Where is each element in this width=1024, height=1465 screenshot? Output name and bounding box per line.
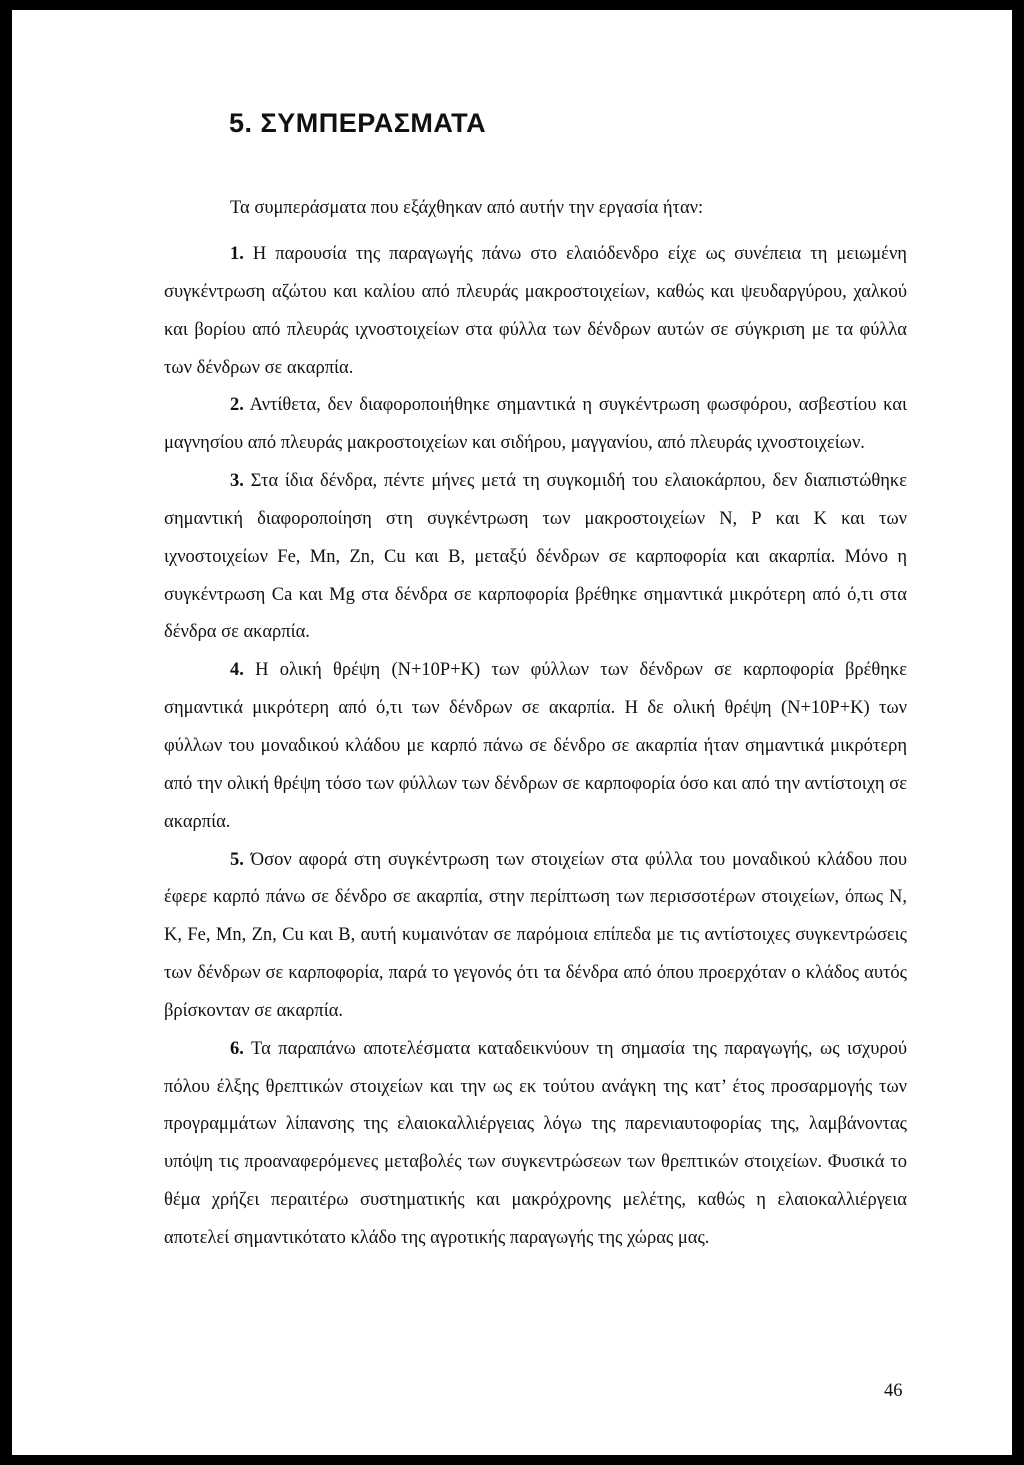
conclusion-paragraph-6: [164, 1031, 907, 1258]
paragraph-text: Η παρουσία της παραγωγής πάνω στο ελαιόδενδρο είχε ως συνέπεια τη μειωμένη συγκέντρωση αζώτου και καλίου από πλευράς μακροστοιχείων, καθώς και ψευδαργύρου, χαλκού και βορίου από πλευράς ιχνοστοιχείων στα φύλλα των δένδρων αυτών σε σύγκριση με τα φύλλα των δένδρων σε ακαρπία.: [164, 244, 907, 378]
conclusion-paragraph-5: [164, 842, 907, 1031]
paragraph-text: Στα ίδια δένδρα, πέντε μήνες μετά τη συγκομιδή του ελαιοκάρπου, δεν διαπιστώθηκε σημαντική διαφοροποίηση στη συγκέντρωση των μακροστοιχείων Ν, Ρ και Κ και των ιχνοστοιχείων Fe, Mn, Zn, Cu και Β, μεταξύ δένδρων σε καρποφορία και ακαρπία. Μόνο η συγκέντρωση Ca και Mg στα δένδρα σε καρποφορία βρέθηκε σημαντικά μικρότερη από ό,τι στα δένδρα σε ακαρπία.: [164, 471, 907, 643]
paragraph-text: Η ολική θρέψη (N+10P+K) των φύλλων των δένδρων σε καρποφορία βρέθηκε σημαντικά μικρότερη από ό,τι των δένδρων σε ακαρπία. Η δε ολική θρέψη (N+10P+K) των φύλλων του μοναδικού κλάδου με καρπό πάνω σε δένδρο σε ακαρπία ήταν σημαντικά μικρότερη από την ολική θρέψη τόσο των φύλλων των δένδρων σε καρποφορία όσο και από την αντίστοιχη σε ακαρπία.: [164, 660, 907, 832]
paragraph-number: 5.: [230, 849, 244, 870]
paragraph-text: Τα παραπάνω αποτελέσματα καταδεικνύουν τη σημασία της παραγωγής, ως ισχυρού πόλου έλξης θρεπτικών στοιχείων και την ως εκ τούτου ανάγκη της κατ’ έτος προσαρμογής των προγραμμάτων λίπανσης της ελαιοκαλλιέργειας λόγω της παρενιαυτοφορίας της, λαμβάνοντας υπόψη τις προαναφερόμενες μεταβολές των συγκεντρώσεων των θρεπτικών στοιχείων. Φυσικά το θέμα χρήζει περαιτέρω συστηματικής και μακρόχρονης μελέτης, καθώς η ελαιοκαλλιέργεια αποτελεί σημαντικότατο κλάδο της αγροτικής παραγωγής της χώρας μας.: [164, 1038, 907, 1248]
paragraph-text: Αντίθετα, δεν διαφοροποιήθηκε σημαντικά η συγκέντρωση φωσφόρου, ασβεστίου και μαγνησίου από πλευράς μακροστοιχείων και σιδήρου, μαγγανίου, από πλευράς ιχνοστοιχείων.: [164, 395, 907, 454]
intro-sentence: Τα συμπεράσματα που εξάχθηκαν από αυτήν την εργασία ήταν:: [230, 198, 704, 218]
conclusions-list: [164, 236, 907, 1258]
conclusion-paragraph-2: [164, 387, 907, 463]
paragraph-number: 2.: [230, 395, 244, 416]
paragraph-number: 4.: [230, 660, 244, 681]
section-heading: 5. ΣΥΜΠΕΡΑΣΜΑΤΑ: [229, 108, 487, 138]
paragraph-number: 3.: [230, 471, 244, 492]
conclusion-paragraph-1: [164, 236, 907, 387]
page-number: 46: [884, 1381, 903, 1401]
conclusion-paragraph-4: [164, 652, 907, 841]
document-page: [12, 10, 1012, 1455]
conclusion-paragraph-3: [164, 463, 907, 652]
paragraph-number: 1.: [230, 244, 244, 264]
paragraph-text: Όσον αφορά στη συγκέντρωση των στοιχείων στα φύλλα του μοναδικού κλάδου που έφερε καρπό πάνω σε δένδρο σε ακαρπία, στην περίπτωση των περισσοτέρων στοιχείων, όπως Ν, Κ, Fe, Mn, Zn, Cu και Β, αυτή κυμαινόταν σε παρόμοια επίπεδα με τις αντίστοιχες συγκεντρώσεις των δένδρων σε καρποφορία, παρά το γεγονός ότι τα δένδρα από όπου προερχόταν ο κλάδος αυτός βρίσκονταν σε ακαρπία.: [164, 849, 907, 1021]
paragraph-number: 6.: [230, 1038, 244, 1059]
